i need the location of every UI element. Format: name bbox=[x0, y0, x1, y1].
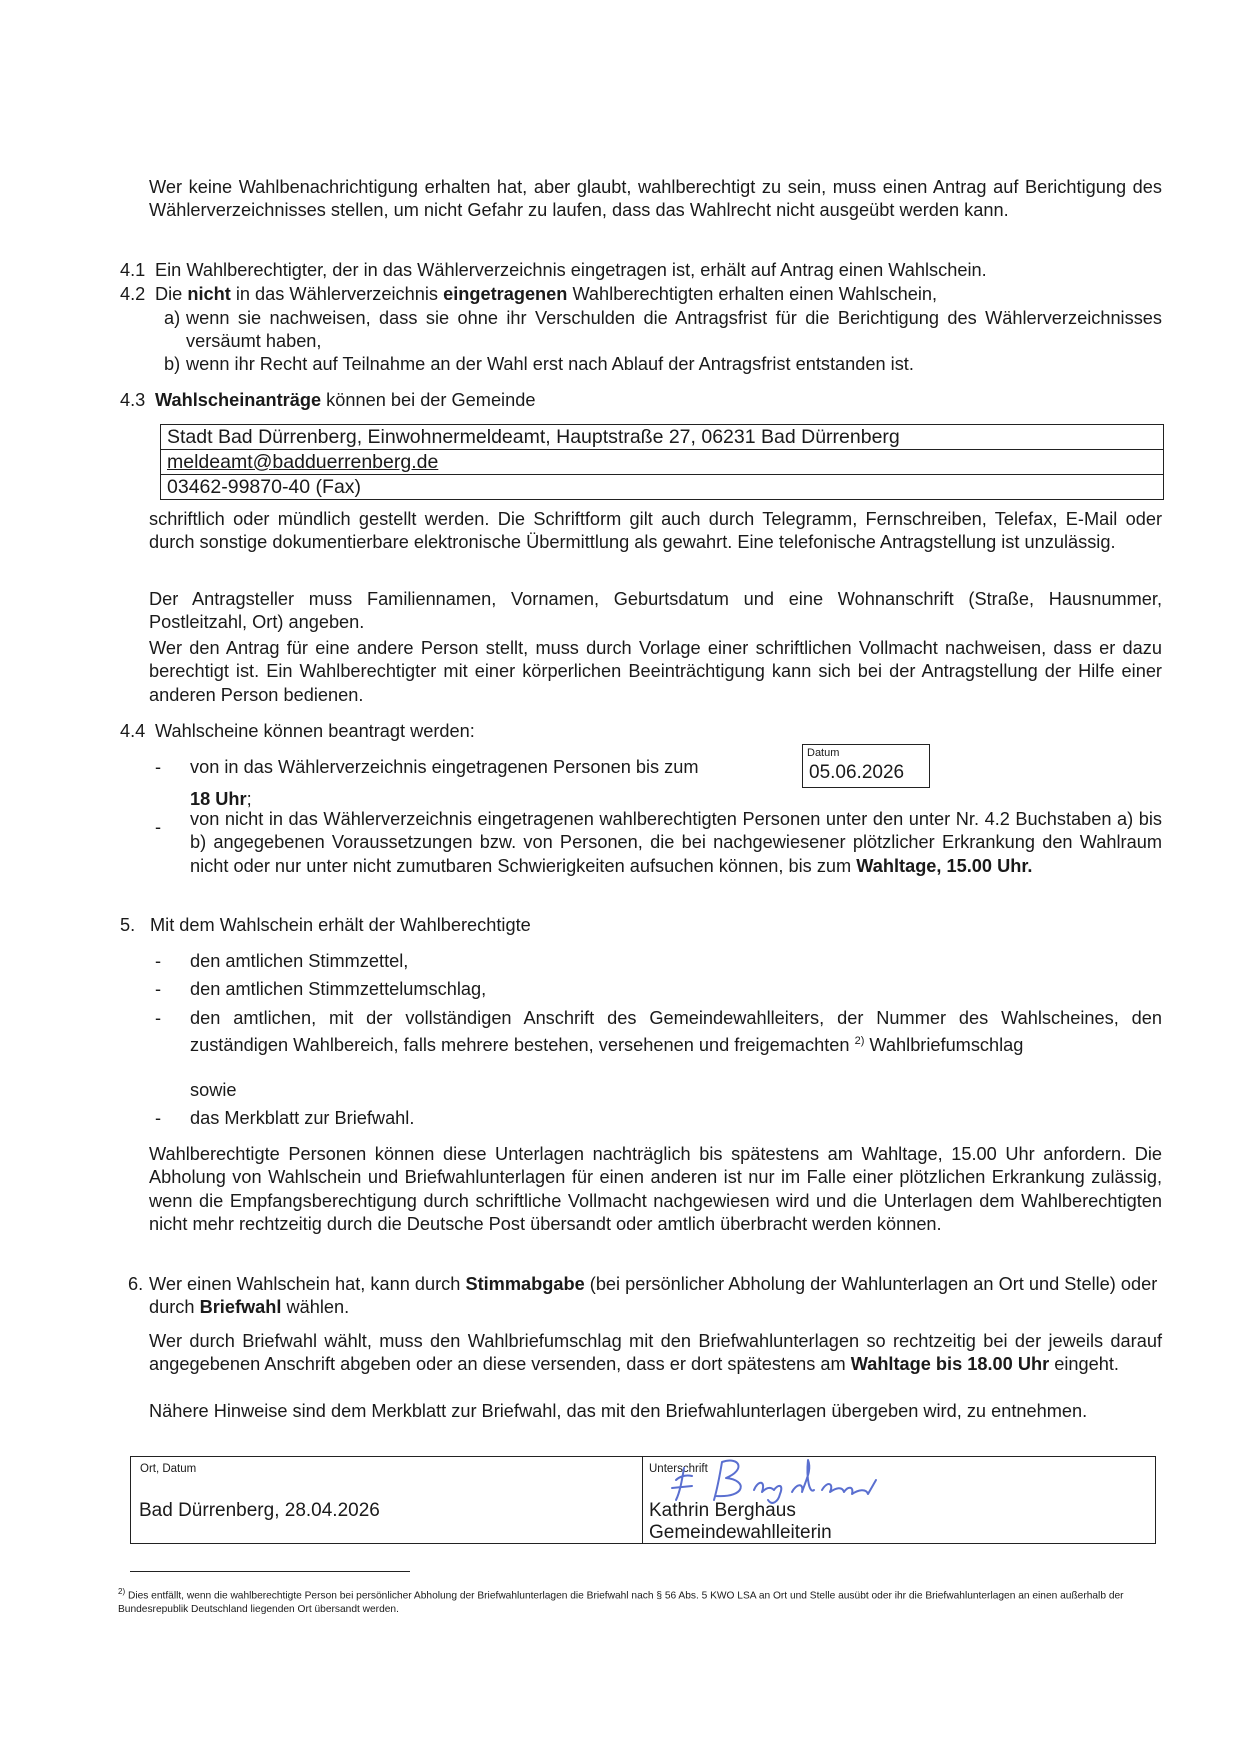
signature-caption: Unterschrift bbox=[649, 1463, 708, 1475]
list-item: von in das Wählerverzeichnis eingetragenen Personen bis zum bbox=[190, 757, 699, 777]
section-number: 4.1 bbox=[120, 260, 146, 280]
text-run: wählen. bbox=[281, 1297, 350, 1318]
fax-line: 03462-99870-40 (Fax) bbox=[167, 476, 362, 498]
list-item bbox=[190, 808, 1162, 878]
place-date-caption: Ort, Datum bbox=[140, 1463, 197, 1475]
paragraph: Wahlberechtigte Personen können diese Unterlagen nachträglich bis spätestens am Wahltage, 15.00 Uhr anfordern. Die Abholung von Wahlschein und Briefwahlunterlagen für einen anderen ist nur im Falle einer plötzlichen Erkrankung zulässig, wenn die Empfangsberechtigung durch schriftliche Vollmacht nachgewiesen wird und die Unterlagen dem Wahlberechtigten nicht mehr rechtzeitig durch die Deutsche Post übersandt oder amtlich überbracht werden können. bbox=[149, 1144, 1162, 1235]
section-number: 4.4 bbox=[120, 721, 146, 741]
footnote-divider bbox=[130, 1571, 410, 1572]
intro-paragraph: Wer keine Wahlbenachrichtigung erhalten hat, aber glaubt, wahlberechtigt zu sein, muss einen Antrag auf Berichtigung des Wählerverzeichnisses stellen, um nicht Gefahr zu laufen, dass das Wahlrecht nicht ausgeübt werden kann. bbox=[149, 177, 1162, 221]
text-run: Die bbox=[155, 284, 188, 304]
section-4-4-heading: Wahlscheine können beantragt werden: bbox=[155, 721, 475, 741]
footnote-ref[interactable]: 2) bbox=[854, 1035, 865, 1048]
text-run: Wahlberechtigten erhalten einen Wahlschein, bbox=[567, 284, 938, 304]
paragraph: Wer den Antrag für eine andere Person stellt, muss durch Vorlage einer schriftlichen Vollmacht nachweisen, dass er dazu berechtigt ist. Ein Wahlberechtigter mit einer körperlichen Beeinträchtigung kann sich bei der Antragstellung der Hilfe einer anderen Person bedienen. bbox=[149, 638, 1162, 705]
paragraph: Nähere Hinweise sind dem Merkblatt zur Briefwahl, das mit den Briefwahlunterlagen übergeben wird, zu entnehmen. bbox=[149, 1401, 1088, 1421]
footnote-text: Dies entfällt, wenn die wahlberechtigte Person bei persönlicher Abholung der Briefwahlunterlagen die Briefwahl nach § 56 Abs. 5 KWO LSA an Ort und Stelle ausübt oder ihr die Briefwahlunterlagen an einen außerhalb der Bundesrepublik Deutschland liegenden Ort übersandt werden. bbox=[118, 1590, 1124, 1616]
text-run: von nicht in das Wählerverzeichnis eingetragenen wahlberechtigten Personen unter den unter Nr. 4.2 Buchstaben a) bis b) angegebenen Voraussetzungen bzw. von Personen, die bei nachgewiesener plötzlicher Erkrankung den Wahlraum nicht oder nur unter nicht zumutbaren Schwierigkeiten aufsuchen können, bis zum bbox=[190, 809, 1162, 876]
footnote bbox=[118, 1585, 1158, 1617]
email-link[interactable]: meldeamt@badduerrenberg.de bbox=[167, 451, 439, 473]
text-run: eingeht. bbox=[1049, 1354, 1119, 1375]
item-label: a) bbox=[164, 308, 181, 328]
bold-run: Stimmabgabe bbox=[465, 1274, 585, 1294]
dash-bullet: - bbox=[155, 979, 162, 999]
bold-run: Briefwahl bbox=[199, 1297, 282, 1318]
section-number: 4.2 bbox=[120, 284, 146, 304]
dash-bullet: - bbox=[155, 1008, 162, 1028]
bold-run: nicht bbox=[187, 284, 231, 304]
paragraph: schriftlich oder mündlich gestellt werden. Die Schriftform gilt auch durch Telegramm, Fernschreiben, Telefax, E-Mail oder durch sonstige dokumentierbare elektronische Übermittlung als gewahrt. Eine telefonische Antragstellung ist unzulässig. bbox=[149, 509, 1162, 553]
section-number: 6. bbox=[128, 1274, 144, 1294]
signer-role: Gemeindewahlleiterin bbox=[649, 1522, 832, 1543]
list-item: das Merkblatt zur Briefwahl. bbox=[190, 1108, 415, 1128]
text-run: ; bbox=[246, 789, 252, 809]
text-run: in das Wählerverzeichnis bbox=[230, 284, 444, 304]
item-b-text: wenn ihr Recht auf Teilnahme an der Wahl erst nach Ablauf der Antragsfrist entstanden ist. bbox=[186, 354, 914, 374]
signature-table bbox=[130, 1456, 1156, 1544]
item-a-text: wenn sie nachweisen, dass sie ohne ihr Verschulden die Antragsfrist für die Berichtigung des Wählerverzeichnisses versäumt haben, bbox=[186, 308, 1162, 352]
date-box bbox=[802, 744, 930, 788]
section-number: 5. bbox=[120, 915, 136, 935]
place-date-value: Bad Dürrenberg, 28.04.2026 bbox=[139, 1500, 380, 1521]
paragraph bbox=[149, 1330, 1162, 1377]
date-value: 05.06.2026 bbox=[809, 762, 905, 783]
text-run: Wahlbriefumschlag bbox=[864, 1035, 1024, 1056]
bold-run: eingetragenen bbox=[443, 284, 568, 304]
text-run: können bei der Gemeinde bbox=[321, 390, 536, 410]
dash-bullet: - bbox=[155, 951, 162, 971]
date-caption: Datum bbox=[807, 747, 840, 759]
text-run: Wer einen Wahlschein hat, kann durch bbox=[149, 1274, 466, 1294]
dash-bullet: - bbox=[155, 757, 162, 777]
dash-bullet: - bbox=[155, 1108, 162, 1128]
section-4-1-text: Ein Wahlberechtigter, der in das Wählerverzeichnis eingetragen ist, erhält auf Antrag einen Wahlschein. bbox=[155, 260, 987, 280]
item-label: b) bbox=[164, 354, 181, 374]
list-item: den amtlichen Stimmzettelumschlag, bbox=[190, 979, 487, 999]
dash-bullet: - bbox=[155, 817, 162, 837]
address-box bbox=[160, 424, 1164, 500]
place-date-cell bbox=[131, 1457, 643, 1543]
list-item: den amtlichen Stimmzettel, bbox=[190, 951, 409, 971]
bold-run: Wahltage bis 18.00 Uhr bbox=[850, 1354, 1050, 1375]
section-number: 4.3 bbox=[120, 390, 146, 410]
bold-run: Wahltage, 15.00 Uhr. bbox=[856, 855, 1033, 876]
bold-run: Wahlscheinanträge bbox=[155, 390, 322, 410]
address-line: Stadt Bad Dürrenberg, Einwohnermeldeamt, Hauptstraße 27, 06231 Bad Dürrenberg bbox=[161, 425, 1163, 450]
list-item bbox=[190, 1007, 1162, 1058]
section-4-3-heading bbox=[155, 389, 1155, 412]
section-6-text bbox=[149, 1273, 1162, 1320]
text-run: (bei persönlicher Abholung der Wahlunterlagen an Ort und Stelle) oder durch bbox=[149, 1274, 1158, 1318]
paragraph: Der Antragsteller muss Familiennamen, Vornamen, Geburtsdatum und eine Wohnanschrift (Straße, Hausnummer, Postleitzahl, Ort) angeben. bbox=[149, 589, 1162, 633]
section-4-2-text bbox=[155, 283, 1165, 306]
footnote-mark: 2) bbox=[118, 1587, 126, 1596]
bold-run: 18 Uhr bbox=[190, 789, 247, 809]
text-run: Wer durch Briefwahl wählt, muss den Wahlbriefumschlag mit den Briefwahlunterlagen so rechtzeitig bei der jeweils darauf angegebenen Anschrift abgeben oder an diese versenden, dass er dort spätestens am bbox=[149, 1331, 1162, 1375]
email-line bbox=[161, 450, 1163, 475]
section-5-heading: Mit dem Wahlschein erhält der Wahlberechtigte bbox=[150, 915, 531, 935]
signer-name: Kathrin Berghaus bbox=[649, 1500, 796, 1521]
text-run: den amtlichen, mit der vollständigen Anschrift des Gemeindewahlleiters, der Nummer des Wahlscheines, den zuständigen Wahlbereich, falls mehrere bestehen, versehenen und freigemachten bbox=[190, 1008, 1162, 1056]
handwritten-signature bbox=[662, 1450, 902, 1510]
list-item-cont: sowie bbox=[190, 1080, 237, 1100]
